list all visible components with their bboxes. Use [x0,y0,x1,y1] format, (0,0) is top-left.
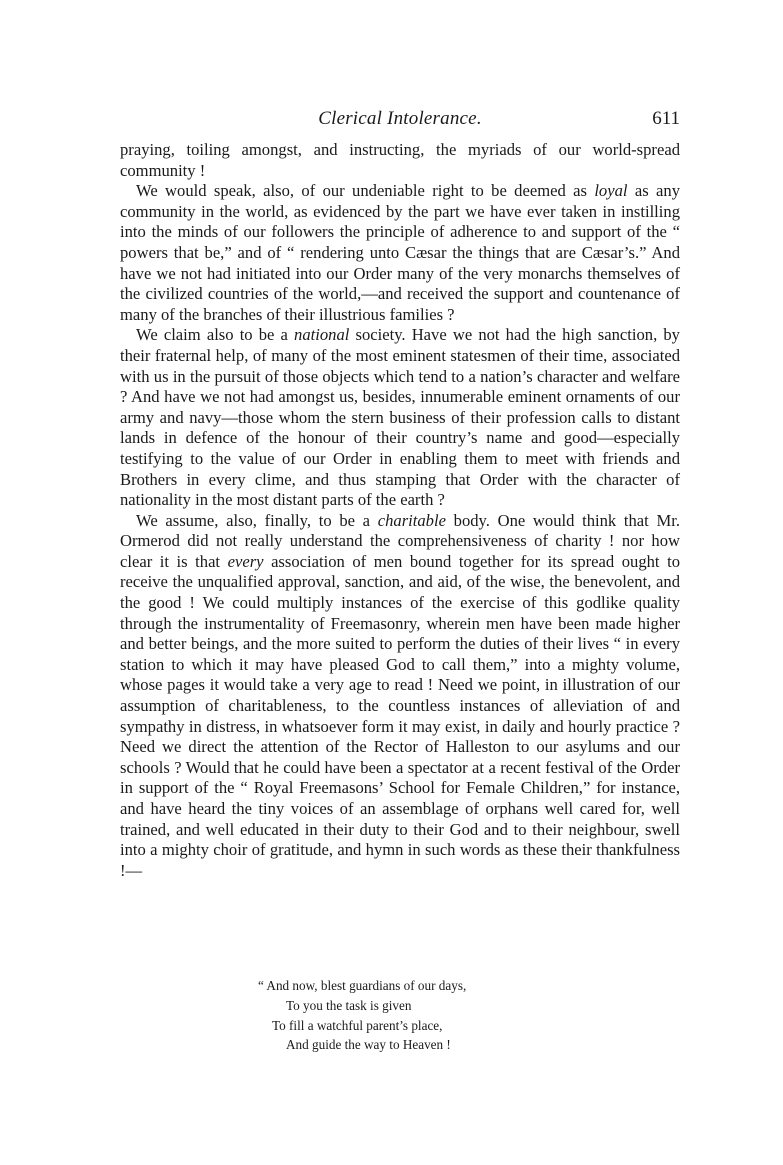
text-segment: as any community in the world, as evidenced by the part we have ever taken in instilling into the minds of our followers the principle of adherence to and support of the “ powers that be,” and of “ rendering unto Cæsar the things that are Cæsar’s.” And have we not had initiated into our Order many of the very monarchs themselves of the civilized countries of the world,—and received the support and countenance of many of the branches of their illustrious families ? [120,181,680,324]
verse-line: To you the task is given [286,997,412,1013]
italic-emphasis: loyal [594,181,628,201]
body-text [120,140,680,881]
text-segment: We assume, also, finally, to be a [136,510,378,530]
italic-emphasis: every [227,551,264,571]
verse-line: “ And now, blest guardians of our days, [258,978,467,993]
body-paragraph [120,181,680,325]
running-head [120,108,680,132]
body-paragraph [120,511,680,882]
text-segment: praying, toiling amongst, and instructing, the myriads of our world-spread community ! [120,140,680,180]
text-segment: We claim also to be a [136,325,295,345]
verse-line: To fill a watchful parent’s place, [272,1017,443,1033]
text-segment: society. Have we not had the high sanction, by their fraternal help, of many of the most eminent statesmen of their time, associated with us in the pursuit of those objects which tend to a nation’s character and welfare ? And have we not had amongst us, besides, innumerable eminent ornaments of our army and navy—those whom the stern business of their profession calls to distant lands in defence of the honour of their country’s name and good—especially testifying to the value of our Order in enabling them to meet with friends and Brothers in every clime, and thus stamping that Order with the character of nationality in the most distant parts of the earth ? [120,325,680,510]
italic-emphasis: national [294,325,350,345]
body-paragraph [120,140,680,181]
italic-emphasis: charitable [377,510,446,530]
verse-line: And guide the way to Heaven ! [286,1037,451,1053]
text-segment: body. One would think that Mr. Ormerod did not really understand the comprehensiveness of charity ! nor how clear it is that [120,510,680,571]
text-segment: We would speak, also, of our undeniable right to be deemed as [136,181,595,201]
verse-quotation [258,976,618,1055]
page-number: 611 [652,108,680,129]
running-title: Clerical Intolerance. [318,108,482,129]
text-segment: association of men bound together for its spread ought to receive the unqualified approval, sanction, and aid, of the wise, the benevolent, and the good ! We could multiply instances of the exercise of this godlike quality through the instrumentality of Freemasonry, wherein men have been made higher and better beings, and the more suited to perform the duties of their lives “ in every station to which it may have pleased God to call them,” into a mighty volume, whose pages it would take a very age to read ! Need we point, in illustration of our assumption of charitableness, to the countless instances of alleviation of and sympathy in distress, in whatsoever form it may exist, in daily and hourly practice ? Need we direct the attention of the Rector of Halleston to our asylums and our schools ? Would that he could have been a spectator at a recent festival of the Order in support of the “ Royal Freemasons’ School for Female Children,” for instance, and have heard the tiny voices of an assemblage of orphans well cared for, well trained, and well educated in their duty to their God and to their neighbour, swell into a mighty choir of gratitude, and hymn in such words as these their thankfulness !— [120,551,680,880]
body-paragraph [120,325,680,510]
